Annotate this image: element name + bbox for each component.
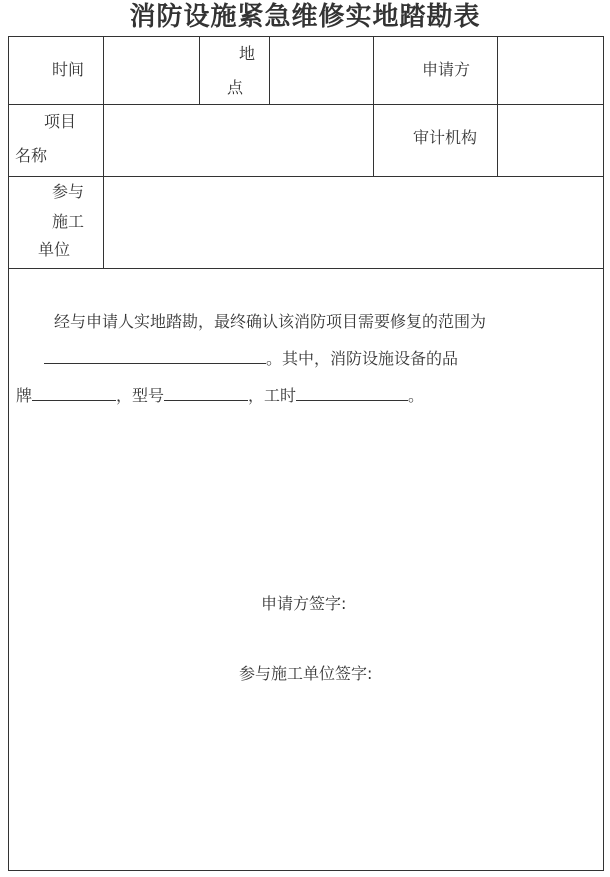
place-value-divider — [373, 36, 374, 177]
applicant-signature-label: 申请方签字: — [261, 594, 347, 613]
row-divider-1 — [8, 104, 604, 105]
survey-statement-line-1: 经与申请人实地踏勘，最终确认该消防项目需要修复的范围为 — [54, 312, 487, 331]
applicant-value-divider — [497, 36, 498, 177]
table-border-top — [8, 36, 604, 37]
place-label-divider — [269, 36, 270, 105]
brand-intro-text: 。其中，消防设施设备的品 — [266, 349, 459, 368]
audit-label: 审计机构 — [413, 128, 478, 147]
applicant-label: 申请方 — [422, 60, 471, 79]
contractor-label-1: 参与 — [52, 182, 85, 201]
project-label-bottom: 名称 — [15, 146, 48, 165]
hours-blank[interactable] — [296, 385, 408, 401]
model-label: ，型号 — [116, 386, 165, 405]
contractor-label-2: 施工 — [52, 212, 85, 231]
brand-blank[interactable] — [32, 385, 116, 401]
row-divider-3 — [8, 268, 604, 269]
page-title: 消防设施紧急维修实地踏勘表 — [129, 2, 481, 32]
sentence-end: 。 — [408, 386, 425, 405]
survey-statement-line-2 — [44, 348, 458, 369]
brand-label: 牌 — [16, 386, 33, 405]
time-label: 时间 — [52, 60, 85, 79]
contractor-signature-label: 参与施工单位签字: — [239, 664, 373, 683]
model-blank[interactable] — [164, 385, 248, 401]
project-label-top: 项目 — [44, 112, 77, 131]
repair-scope-blank[interactable] — [44, 348, 266, 364]
survey-statement-line-3 — [16, 385, 424, 406]
place-label-top: 地 — [239, 44, 256, 63]
table-border-right — [603, 36, 604, 871]
label-column-divider — [103, 36, 104, 269]
table-border-bottom — [8, 870, 604, 871]
place-label-bottom: 点 — [227, 78, 244, 97]
table-border-left — [8, 36, 9, 871]
contractor-label-3: 单位 — [38, 240, 71, 259]
time-value-divider — [199, 36, 200, 105]
row-divider-2 — [8, 176, 604, 177]
hours-label: ，工时 — [248, 386, 297, 405]
